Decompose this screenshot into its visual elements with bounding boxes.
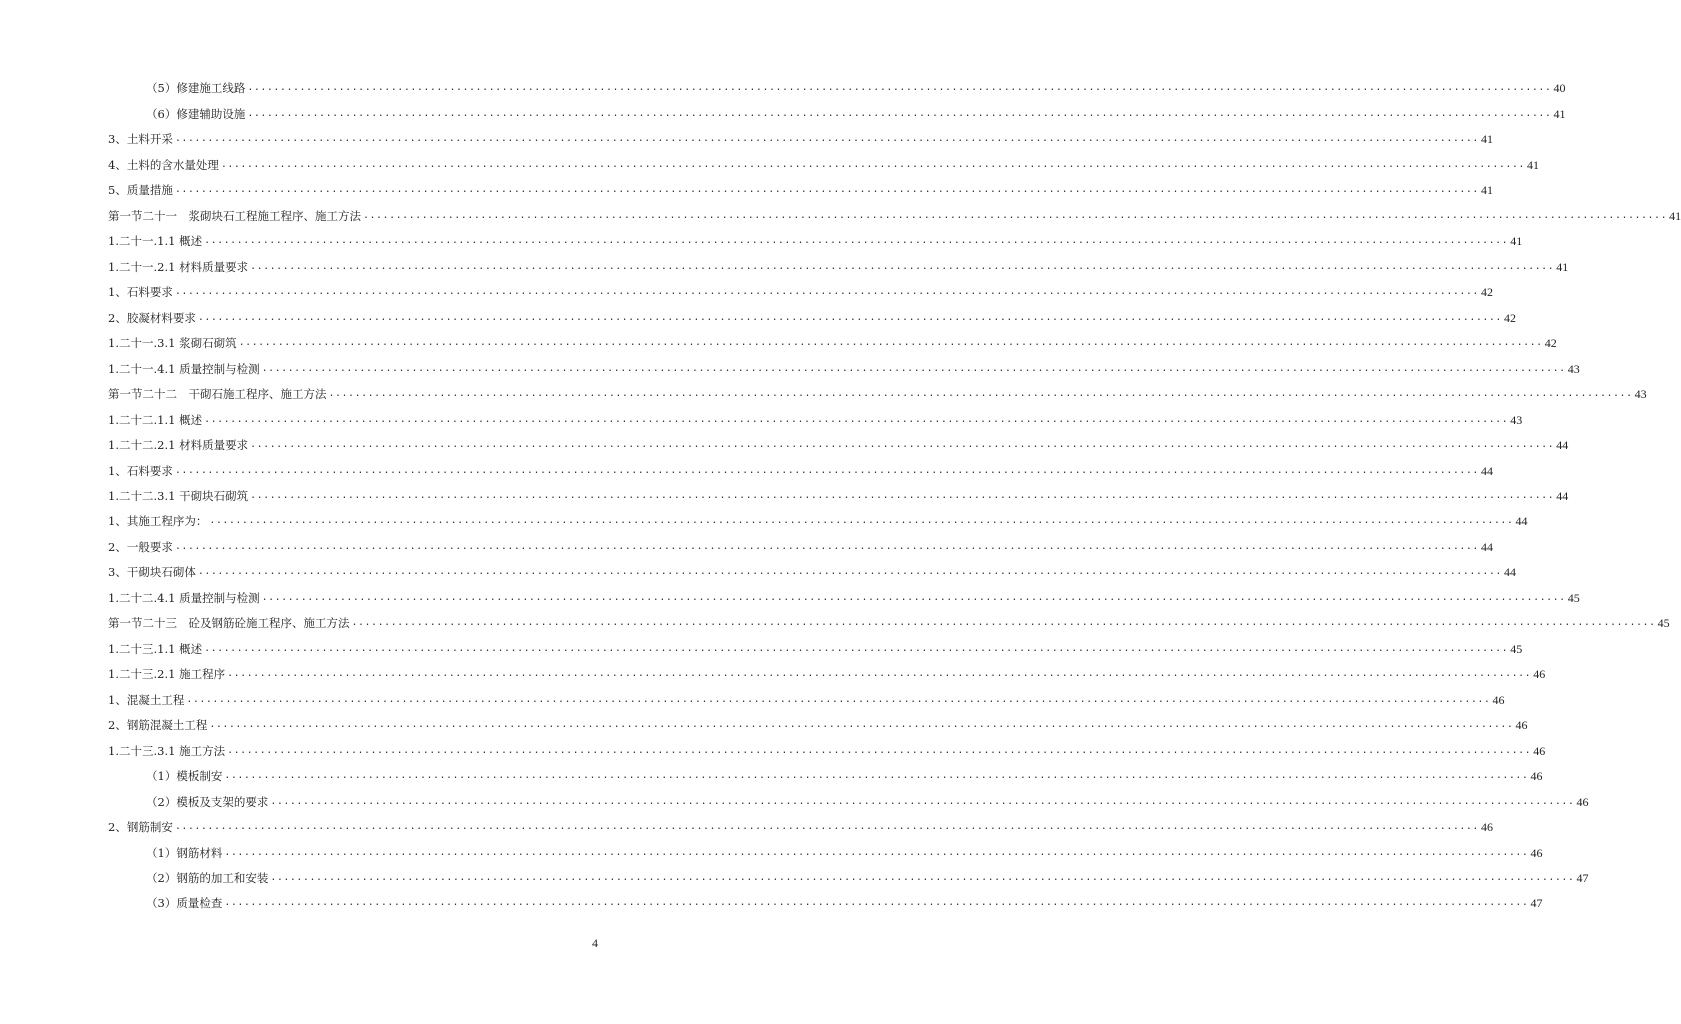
toc-entry[interactable] [108, 885, 1543, 911]
toc-entry[interactable] [108, 809, 1493, 835]
toc-entry-page: 46 [1533, 743, 1546, 758]
dot-leader: ........................................................................................................................................................................................................ [270, 795, 1575, 807]
dot-leader: ........................................................................................................................................................................................................ [224, 846, 1529, 858]
dot-leader: ........................................................................................................................................................................................................ [174, 133, 1479, 145]
toc-entry[interactable] [108, 95, 1566, 121]
toc-entry-label: 3、土料开采 [108, 132, 173, 147]
toc-entry-label: 1.二十二.2.1 材料质量要求 [108, 438, 249, 453]
toc-entry-label: 第一节二十二 干砌石施工程序、施工方法 [108, 387, 327, 402]
dot-leader: ........................................................................................................................................................................................................ [227, 744, 1532, 756]
dot-leader: ........................................................................................................................................................................................................ [174, 286, 1479, 298]
toc-entry-label: （2）模板及支架的要求 [146, 794, 269, 809]
toc-entry-page: 45 [1510, 641, 1523, 656]
toc-entry-label: 第一节二十一 浆砌块石工程施工程序、施工方法 [108, 208, 361, 223]
dot-leader: ........................................................................................................................................................................................................ [174, 464, 1479, 476]
toc-entry-label: 3、干砌块石砌体 [108, 565, 196, 580]
dot-leader: ........................................................................................................................................................................................................ [204, 642, 1509, 654]
dot-leader: ........................................................................................................................................................................................................ [250, 439, 1555, 451]
dot-leader: ........................................................................................................................................................................................................ [220, 158, 1525, 170]
toc-entry[interactable] [108, 325, 1557, 351]
dot-leader: ........................................................................................................................................................................................................ [250, 260, 1555, 272]
toc-entry-page: 44 [1503, 565, 1516, 580]
toc-entry[interactable] [108, 707, 1528, 733]
toc-entry-label: 2、一般要求 [108, 539, 173, 554]
dot-leader: ........................................................................................................................................................................................................ [209, 719, 1514, 731]
toc-entry-page: 41 [1480, 183, 1493, 198]
toc-entry-page: 45 [1657, 616, 1670, 631]
toc-entry-label: 1、石料要求 [108, 463, 173, 478]
toc-entry-page: 44 [1556, 488, 1569, 503]
toc-entry-label: 1.二十一.3.1 浆砌石砌筑 [108, 336, 237, 351]
toc-entry-label: 2、胶凝材料要求 [108, 310, 196, 325]
toc-entry-label: （5）修建施工线路 [146, 81, 246, 96]
toc-entry[interactable] [108, 605, 1670, 631]
toc-entry[interactable] [108, 197, 1681, 223]
dot-leader: ........................................................................................................................................................................................................ [186, 693, 1491, 705]
toc-entry[interactable] [108, 452, 1493, 478]
toc-entry-label: 1、其施工程序为： [108, 514, 208, 529]
dot-leader: ........................................................................................................................................................................................................ [238, 337, 1543, 349]
toc-entry-label: 1.二十二.1.1 概述 [108, 412, 203, 427]
toc-entry-label: 1.二十三.2.1 施工程序 [108, 667, 226, 682]
toc-entry[interactable] [108, 579, 1580, 605]
toc-entry-page: 42 [1480, 285, 1493, 300]
toc-entry-label: （3）质量检查 [146, 896, 223, 911]
page-number: 4 [592, 936, 598, 950]
toc-entry-page: 45 [1567, 590, 1580, 605]
toc-entry-label: 5、质量措施 [108, 183, 173, 198]
toc-entry[interactable] [108, 656, 1546, 682]
toc-entry-page: 44 [1480, 539, 1493, 554]
toc-entry-page: 44 [1515, 514, 1528, 529]
toc-entry-page: 46 [1576, 794, 1589, 809]
toc-entry-label: 1.二十一.1.1 概述 [108, 234, 203, 249]
toc-entry-label: 1.二十二.4.1 质量控制与检测 [108, 590, 260, 605]
toc-entry[interactable] [108, 376, 1647, 402]
toc-entry-page: 41 [1669, 208, 1681, 223]
dot-leader: ........................................................................................................................................................................................................ [247, 107, 1552, 119]
toc-entry-page: 46 [1492, 692, 1505, 707]
toc-entry-label: 2、钢筋制安 [108, 820, 173, 835]
toc-entry[interactable] [108, 121, 1493, 147]
toc-entry[interactable] [108, 783, 1589, 809]
toc-entry-page: 46 [1480, 820, 1493, 835]
toc-entry-label: 1、混凝土工程 [108, 692, 185, 707]
toc-entry[interactable] [108, 70, 1566, 96]
dot-leader: ........................................................................................................................................................................................................ [224, 897, 1529, 909]
toc-entry-label: 1.二十三.1.1 概述 [108, 641, 203, 656]
toc-entry-label: 1.二十一.2.1 材料质量要求 [108, 259, 249, 274]
dot-leader: ........................................................................................................................................................................................................ [224, 770, 1529, 782]
toc-entry[interactable] [108, 401, 1523, 427]
toc-entry[interactable] [108, 274, 1493, 300]
table-of-contents [108, 70, 1681, 911]
dot-leader: ........................................................................................................................................................................................................ [174, 184, 1479, 196]
toc-entry[interactable] [108, 503, 1528, 529]
toc-entry-page: 41 [1556, 259, 1569, 274]
toc-entry[interactable] [108, 758, 1543, 784]
dot-leader: ........................................................................................................................................................................................................ [174, 821, 1479, 833]
toc-entry-page: 46 [1530, 845, 1543, 860]
toc-entry-label: 1.二十一.4.1 质量控制与检测 [108, 361, 260, 376]
dot-leader: ........................................................................................................................................................................................................ [197, 566, 1502, 578]
dot-leader: ........................................................................................................................................................................................................ [247, 82, 1552, 94]
toc-entry-label: （2）钢筋的加工和安装 [146, 871, 269, 885]
dot-leader: ........................................................................................................................................................................................................ [261, 362, 1566, 374]
toc-entry-page: 43 [1634, 387, 1647, 402]
toc-entry[interactable] [108, 248, 1569, 274]
toc-entry[interactable] [108, 478, 1569, 503]
toc-entry-label: 2、钢筋混凝土工程 [108, 718, 208, 733]
toc-entry-page: 44 [1480, 463, 1493, 478]
toc-entry[interactable] [108, 528, 1493, 554]
toc-entry-page: 42 [1544, 336, 1557, 351]
toc-entry[interactable] [108, 223, 1523, 249]
toc-entry[interactable] [108, 350, 1580, 376]
dot-leader: ........................................................................................................................................................................................................ [204, 235, 1509, 247]
dot-leader: ........................................................................................................................................................................................................ [197, 311, 1502, 323]
toc-entry[interactable] [108, 732, 1546, 758]
dot-leader: ........................................................................................................................................................................................................ [204, 413, 1509, 425]
toc-entry-page: 40 [1553, 81, 1566, 96]
toc-entry-page: 44 [1556, 438, 1569, 453]
dot-leader: ........................................................................................................................................................................................................ [328, 388, 1633, 400]
toc-entry-label: （6）修建辅助设施 [146, 106, 246, 121]
toc-entry-page: 46 [1515, 718, 1528, 733]
toc-entry-page: 47 [1576, 871, 1589, 885]
dot-leader: ........................................................................................................................................................................................................ [363, 209, 1668, 221]
toc-entry[interactable] [108, 427, 1569, 453]
toc-entry-label: 第一节二十三 砼及钢筋砼施工程序、施工方法 [108, 616, 350, 631]
toc-entry-page: 46 [1530, 769, 1543, 784]
toc-entry[interactable] [108, 834, 1543, 860]
toc-entry-label: （1）钢筋材料 [146, 845, 223, 860]
toc-entry-label: 1.二十二.3.1 干砌块石砌筑 [108, 488, 249, 503]
toc-entry[interactable] [108, 172, 1493, 198]
toc-entry[interactable] [108, 860, 1589, 885]
toc-entry[interactable] [108, 554, 1516, 580]
dot-leader: ........................................................................................................................................................................................................ [209, 515, 1514, 527]
toc-entry[interactable] [108, 630, 1523, 656]
dot-leader: ........................................................................................................................................................................................................ [270, 872, 1575, 883]
toc-entry-label: （1）模板制安 [146, 769, 223, 784]
toc-entry-page: 41 [1510, 234, 1523, 249]
toc-entry[interactable] [108, 681, 1505, 707]
dot-leader: ........................................................................................................................................................................................................ [227, 668, 1532, 680]
dot-leader: ........................................................................................................................................................................................................ [250, 489, 1555, 501]
dot-leader: ........................................................................................................................................................................................................ [174, 540, 1479, 552]
toc-entry-label: 1.二十三.3.1 施工方法 [108, 743, 226, 758]
toc-entry-page: 41 [1553, 106, 1566, 121]
toc-entry-page: 47 [1530, 896, 1543, 911]
toc-entry-page: 43 [1510, 412, 1523, 427]
toc-entry-page: 41 [1480, 132, 1493, 147]
toc-entry-page: 43 [1567, 361, 1580, 376]
toc-entry[interactable] [108, 146, 1539, 172]
toc-entry-page: 41 [1526, 157, 1539, 172]
toc-entry[interactable] [108, 299, 1516, 325]
dot-leader: ........................................................................................................................................................................................................ [351, 617, 1656, 629]
toc-entry-page: 42 [1503, 310, 1516, 325]
toc-entry-page: 46 [1533, 667, 1546, 682]
toc-entry-label: 4、土料的含水量处理 [108, 157, 219, 172]
toc-entry-label: 1、石料要求 [108, 285, 173, 300]
dot-leader: ........................................................................................................................................................................................................ [261, 591, 1566, 603]
